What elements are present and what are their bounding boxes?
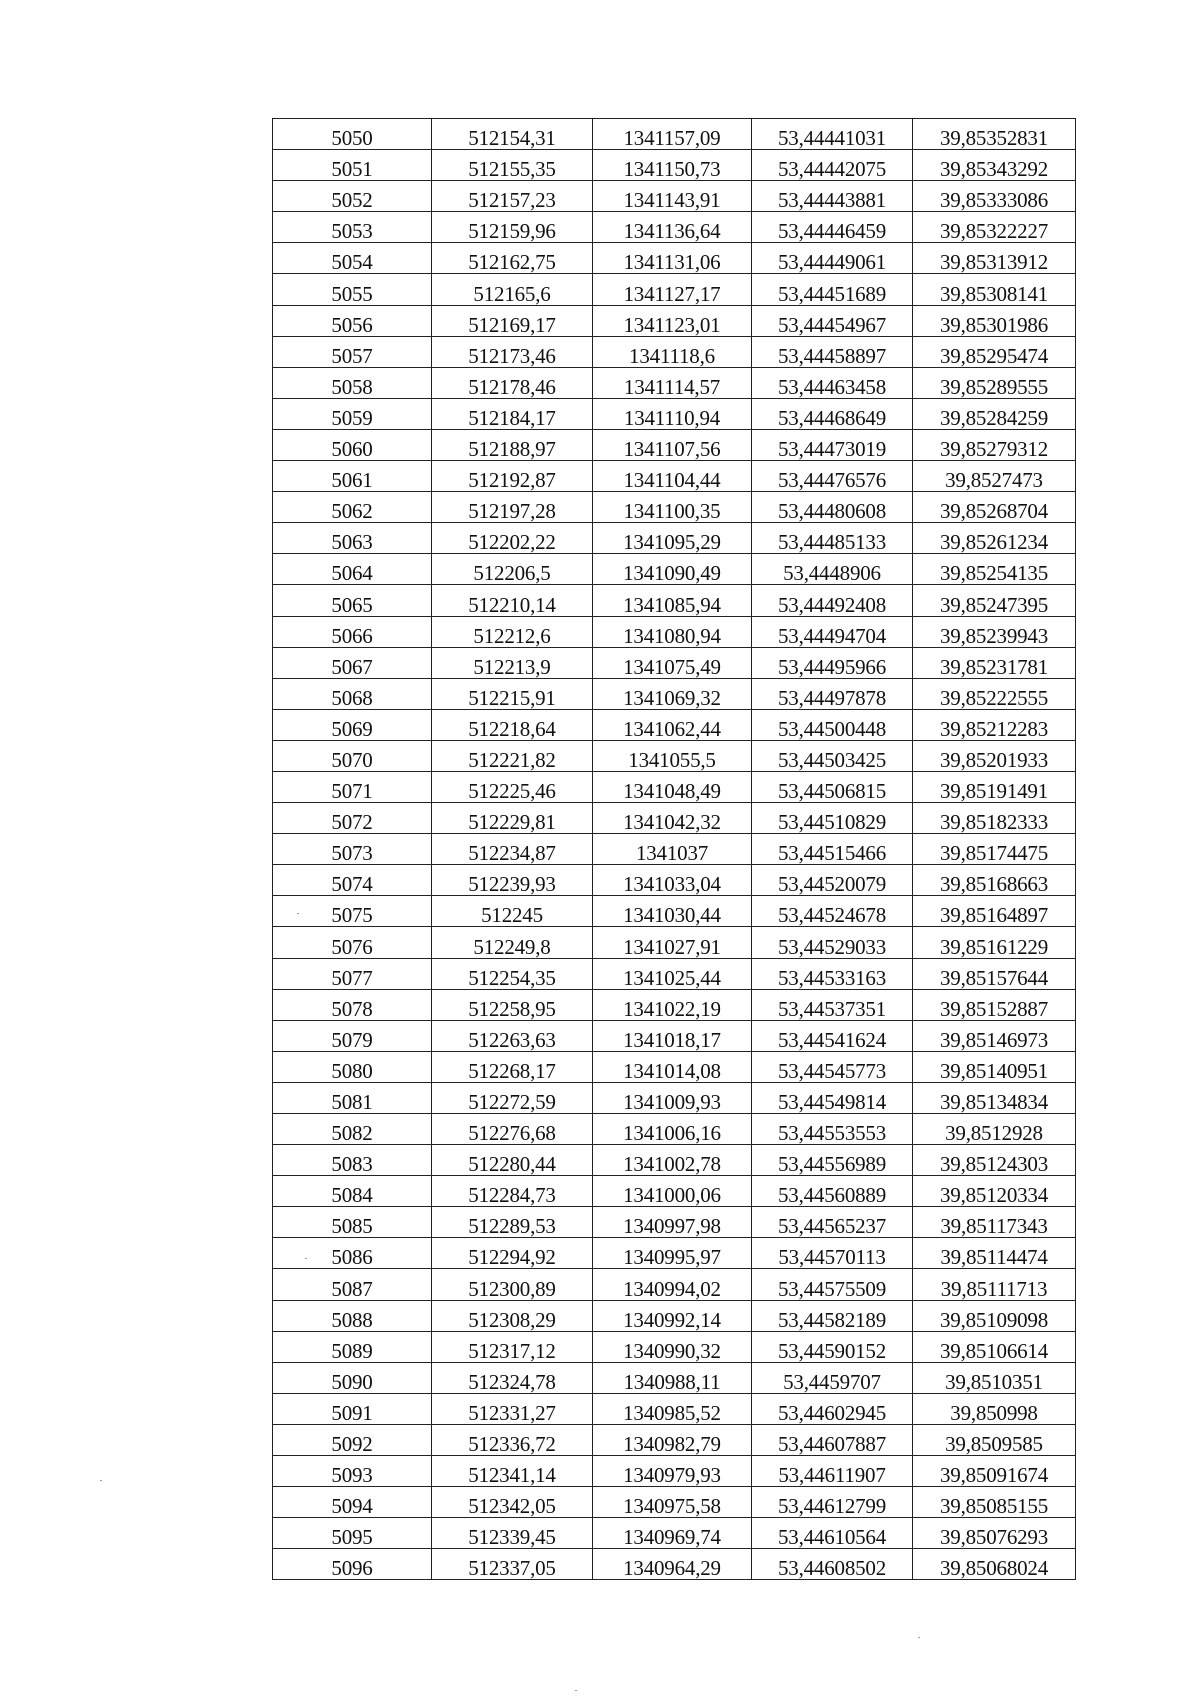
point-number-cell: 5073 — [273, 834, 432, 865]
point-number-cell: 5064 — [273, 554, 432, 585]
coordinate-cell: 512289,53 — [432, 1207, 593, 1238]
coordinate-cell: 39,85124303 — [913, 1145, 1076, 1176]
coordinate-cell: 1340985,52 — [593, 1393, 752, 1424]
coordinate-cell: 512341,14 — [432, 1456, 593, 1487]
point-number-cell: 5067 — [273, 647, 432, 678]
coordinate-cell: 53,44510829 — [752, 803, 913, 834]
coordinate-cell: 512234,87 — [432, 834, 593, 865]
coordinate-cell: 53,44524678 — [752, 896, 913, 927]
point-number-cell: 5089 — [273, 1331, 432, 1362]
coordinate-cell: 1341095,29 — [593, 523, 752, 554]
coordinate-cell: 1341136,64 — [593, 212, 752, 243]
coordinate-cell: 1341110,94 — [593, 398, 752, 429]
coordinate-cell: 39,85114474 — [913, 1238, 1076, 1269]
coordinate-cell: 39,85164897 — [913, 896, 1076, 927]
coordinates-table-body — [273, 119, 1076, 1580]
coordinate-cell: 53,44582189 — [752, 1300, 913, 1331]
coordinate-cell: 1341104,44 — [593, 461, 752, 492]
coordinate-cell: 1340975,58 — [593, 1487, 752, 1518]
table-row — [273, 1114, 1076, 1145]
coordinate-cell: 1341006,16 — [593, 1114, 752, 1145]
coordinate-cell: 53,44515466 — [752, 834, 913, 865]
point-number-cell: 5085 — [273, 1207, 432, 1238]
table-row — [273, 1549, 1076, 1580]
scan-speck — [100, 1480, 102, 1481]
coordinate-cell: 53,44565237 — [752, 1207, 913, 1238]
coordinate-cell: 512206,5 — [432, 554, 593, 585]
coordinate-cell: 1341062,44 — [593, 709, 752, 740]
table-row — [273, 1424, 1076, 1455]
coordinate-cell: 39,85279312 — [913, 429, 1076, 460]
coordinate-cell: 512218,64 — [432, 709, 593, 740]
table-row — [273, 367, 1076, 398]
coordinate-cell: 39,85068024 — [913, 1549, 1076, 1580]
table-row — [273, 305, 1076, 336]
table-row — [273, 274, 1076, 305]
coordinate-cell: 39,85254135 — [913, 554, 1076, 585]
coordinate-cell: 53,44602945 — [752, 1393, 913, 1424]
coordinate-cell: 1340979,93 — [593, 1456, 752, 1487]
coordinate-cell: 1341080,94 — [593, 616, 752, 647]
coordinate-cell: 512331,27 — [432, 1393, 593, 1424]
point-number-cell: 5091 — [273, 1393, 432, 1424]
coordinate-cell: 1341107,56 — [593, 429, 752, 460]
coordinate-cell: 512192,87 — [432, 461, 593, 492]
coordinate-cell: 512157,23 — [432, 181, 593, 212]
coordinate-cell: 512300,89 — [432, 1269, 593, 1300]
coordinate-cell: 1341018,17 — [593, 1020, 752, 1051]
coordinate-cell: 1341069,32 — [593, 678, 752, 709]
coordinate-cell: 1341090,49 — [593, 554, 752, 585]
coordinate-cell: 512284,73 — [432, 1176, 593, 1207]
coordinate-cell: 39,85222555 — [913, 678, 1076, 709]
coordinate-cell: 512324,78 — [432, 1362, 593, 1393]
coordinate-cell: 53,44451689 — [752, 274, 913, 305]
coordinate-cell: 512197,28 — [432, 492, 593, 523]
table-row — [273, 1207, 1076, 1238]
coordinate-cell: 1341025,44 — [593, 958, 752, 989]
coordinate-cell: 53,44553553 — [752, 1114, 913, 1145]
coordinate-cell: 53,44494704 — [752, 616, 913, 647]
coordinate-cell: 39,85157644 — [913, 958, 1076, 989]
coordinate-cell: 512268,17 — [432, 1051, 593, 1082]
coordinate-cell: 1341085,94 — [593, 585, 752, 616]
coordinate-cell: 1341000,06 — [593, 1176, 752, 1207]
coordinate-cell: 512215,91 — [432, 678, 593, 709]
coordinate-cell: 1341127,17 — [593, 274, 752, 305]
coordinate-cell: 512173,46 — [432, 336, 593, 367]
table-row — [273, 647, 1076, 678]
point-number-cell: 5066 — [273, 616, 432, 647]
coordinate-cell: 53,44506815 — [752, 771, 913, 802]
coordinate-cell: 512280,44 — [432, 1145, 593, 1176]
coordinate-cell: 53,4459707 — [752, 1362, 913, 1393]
coordinate-cell: 53,44520079 — [752, 865, 913, 896]
coordinate-cell: 39,85152887 — [913, 989, 1076, 1020]
coordinate-cell: 39,85212283 — [913, 709, 1076, 740]
point-number-cell: 5062 — [273, 492, 432, 523]
coordinate-cell: 512245 — [432, 896, 593, 927]
coordinate-cell: 1340969,74 — [593, 1518, 752, 1549]
table-row — [273, 989, 1076, 1020]
coordinate-cell: 1340964,29 — [593, 1549, 752, 1580]
coordinate-cell: 53,44537351 — [752, 989, 913, 1020]
point-number-cell: 5070 — [273, 740, 432, 771]
point-number-cell: 5076 — [273, 927, 432, 958]
table-row — [273, 1362, 1076, 1393]
point-number-cell: 5068 — [273, 678, 432, 709]
coordinate-cell: 39,85268704 — [913, 492, 1076, 523]
coordinate-cell: 1341100,35 — [593, 492, 752, 523]
table-row — [273, 1393, 1076, 1424]
coordinate-cell: 1341143,91 — [593, 181, 752, 212]
coordinate-cell: 1341027,91 — [593, 927, 752, 958]
point-number-cell: 5083 — [273, 1145, 432, 1176]
coordinate-cell: 39,85313912 — [913, 243, 1076, 274]
coordinate-cell: 512342,05 — [432, 1487, 593, 1518]
coordinate-cell: 512159,96 — [432, 212, 593, 243]
coordinate-cell: 39,85146973 — [913, 1020, 1076, 1051]
point-number-cell: 5063 — [273, 523, 432, 554]
point-number-cell: 5057 — [273, 336, 432, 367]
coordinate-cell: 53,44529033 — [752, 927, 913, 958]
coordinate-cell: 53,44533163 — [752, 958, 913, 989]
table-row — [273, 709, 1076, 740]
coordinate-cell: 512210,14 — [432, 585, 593, 616]
table-row — [273, 803, 1076, 834]
coordinate-cell: 39,85352831 — [913, 119, 1076, 150]
coordinate-cell: 53,44608502 — [752, 1549, 913, 1580]
coordinate-cell: 53,4448906 — [752, 554, 913, 585]
coordinate-cell: 53,44468649 — [752, 398, 913, 429]
coordinate-cell: 1341150,73 — [593, 150, 752, 181]
table-row — [273, 181, 1076, 212]
coordinate-cell: 1341042,32 — [593, 803, 752, 834]
coordinate-cell: 512308,29 — [432, 1300, 593, 1331]
coordinate-cell: 512169,17 — [432, 305, 593, 336]
coordinate-cell: 512276,68 — [432, 1114, 593, 1145]
table-row — [273, 740, 1076, 771]
coordinate-cell: 512178,46 — [432, 367, 593, 398]
coordinate-cell: 1341014,08 — [593, 1051, 752, 1082]
coordinate-cell: 39,850998 — [913, 1393, 1076, 1424]
coordinate-cell: 512336,72 — [432, 1424, 593, 1455]
coordinate-cell: 39,85301986 — [913, 305, 1076, 336]
point-number-cell: 5065 — [273, 585, 432, 616]
coordinate-cell: 512229,81 — [432, 803, 593, 834]
point-number-cell: 5087 — [273, 1269, 432, 1300]
coordinate-cell: 1341002,78 — [593, 1145, 752, 1176]
table-row — [273, 958, 1076, 989]
coordinate-cell: 1341030,44 — [593, 896, 752, 927]
coordinate-cell: 53,44473019 — [752, 429, 913, 460]
point-number-cell: 5056 — [273, 305, 432, 336]
table-row — [273, 896, 1076, 927]
point-number-cell: 5078 — [273, 989, 432, 1020]
point-number-cell: 5081 — [273, 1082, 432, 1113]
point-number-cell: 5058 — [273, 367, 432, 398]
coordinate-cell: 39,85247395 — [913, 585, 1076, 616]
coordinate-cell: 39,85191491 — [913, 771, 1076, 802]
table-row — [273, 1238, 1076, 1269]
point-number-cell: 5080 — [273, 1051, 432, 1082]
coordinate-cell: 53,44549814 — [752, 1082, 913, 1113]
coordinate-cell: 1341075,49 — [593, 647, 752, 678]
coordinate-cell: 512317,12 — [432, 1331, 593, 1362]
coordinate-cell: 512154,31 — [432, 119, 593, 150]
coordinate-cell: 39,85076293 — [913, 1518, 1076, 1549]
coordinate-cell: 1341123,01 — [593, 305, 752, 336]
table-row — [273, 834, 1076, 865]
coordinate-cell: 39,85201933 — [913, 740, 1076, 771]
coordinate-cell: 1341048,49 — [593, 771, 752, 802]
table-row — [273, 1300, 1076, 1331]
coordinate-cell: 39,85261234 — [913, 523, 1076, 554]
table-row — [273, 1487, 1076, 1518]
coordinate-cell: 1340997,98 — [593, 1207, 752, 1238]
coordinate-cell: 39,85174475 — [913, 834, 1076, 865]
table-row — [273, 927, 1076, 958]
coordinate-cell: 512263,63 — [432, 1020, 593, 1051]
table-row — [273, 119, 1076, 150]
table-row — [273, 461, 1076, 492]
coordinate-cell: 39,85140951 — [913, 1051, 1076, 1082]
coordinate-cell: 1341033,04 — [593, 865, 752, 896]
coordinate-cell: 39,85295474 — [913, 336, 1076, 367]
coordinate-cell: 512249,8 — [432, 927, 593, 958]
coordinate-cell: 512221,82 — [432, 740, 593, 771]
coordinate-cell: 39,85117343 — [913, 1207, 1076, 1238]
coordinate-cell: 53,44570113 — [752, 1238, 913, 1269]
table-row — [273, 585, 1076, 616]
coordinate-cell: 53,44485133 — [752, 523, 913, 554]
point-number-cell: 5059 — [273, 398, 432, 429]
table-row — [273, 1051, 1076, 1082]
coordinate-cell: 512213,9 — [432, 647, 593, 678]
coordinate-cell: 39,85231781 — [913, 647, 1076, 678]
coordinate-cell: 39,85168663 — [913, 865, 1076, 896]
coordinate-cell: 53,44541624 — [752, 1020, 913, 1051]
point-number-cell: 5088 — [273, 1300, 432, 1331]
point-number-cell: 5090 — [273, 1362, 432, 1393]
coordinate-cell: 39,85120334 — [913, 1176, 1076, 1207]
table-row — [273, 616, 1076, 647]
table-row — [273, 398, 1076, 429]
coordinate-cell: 53,44575509 — [752, 1269, 913, 1300]
coordinates-table — [272, 118, 1076, 1580]
point-number-cell: 5060 — [273, 429, 432, 460]
point-number-cell: 5061 — [273, 461, 432, 492]
table-row — [273, 243, 1076, 274]
coordinate-cell: 53,44480608 — [752, 492, 913, 523]
table-row — [273, 1269, 1076, 1300]
coordinate-cell: 512258,95 — [432, 989, 593, 1020]
coordinate-cell: 512202,22 — [432, 523, 593, 554]
coordinate-cell: 53,44441031 — [752, 119, 913, 150]
table-row — [273, 523, 1076, 554]
coordinate-cell: 1341055,5 — [593, 740, 752, 771]
coordinate-cell: 512212,6 — [432, 616, 593, 647]
coordinate-cell: 53,44463458 — [752, 367, 913, 398]
coordinate-cell: 1341131,06 — [593, 243, 752, 274]
coordinate-cell: 39,8512928 — [913, 1114, 1076, 1145]
scan-speck — [305, 1258, 307, 1259]
coordinate-cell: 512165,6 — [432, 274, 593, 305]
coordinate-cell: 512162,75 — [432, 243, 593, 274]
scan-speck — [918, 1637, 920, 1638]
point-number-cell: 5093 — [273, 1456, 432, 1487]
coordinate-cell: 39,85085155 — [913, 1487, 1076, 1518]
coordinate-cell: 53,44442075 — [752, 150, 913, 181]
coordinate-cell: 53,44446459 — [752, 212, 913, 243]
coordinate-cell: 53,44449061 — [752, 243, 913, 274]
coordinate-cell: 53,44611907 — [752, 1456, 913, 1487]
coordinate-cell: 39,85182333 — [913, 803, 1076, 834]
coordinate-cell: 1341037 — [593, 834, 752, 865]
coordinate-cell: 512339,45 — [432, 1518, 593, 1549]
coordinate-cell: 53,44590152 — [752, 1331, 913, 1362]
coordinate-cell: 53,44495966 — [752, 647, 913, 678]
table-row — [273, 1518, 1076, 1549]
coordinate-cell: 512294,92 — [432, 1238, 593, 1269]
coordinate-cell: 512337,05 — [432, 1549, 593, 1580]
coordinate-cell: 1341118,6 — [593, 336, 752, 367]
point-number-cell: 5053 — [273, 212, 432, 243]
coordinate-cell: 39,85333086 — [913, 181, 1076, 212]
coordinate-cell: 53,44556989 — [752, 1145, 913, 1176]
point-number-cell: 5086 — [273, 1238, 432, 1269]
scan-speck — [575, 1690, 577, 1691]
coordinate-cell: 1341022,19 — [593, 989, 752, 1020]
coordinate-cell: 1340982,79 — [593, 1424, 752, 1455]
coordinate-cell: 39,85109098 — [913, 1300, 1076, 1331]
coordinate-cell: 53,44560889 — [752, 1176, 913, 1207]
coordinate-cell: 53,44458897 — [752, 336, 913, 367]
coordinate-cell: 53,44500448 — [752, 709, 913, 740]
table-row — [273, 336, 1076, 367]
point-number-cell: 5069 — [273, 709, 432, 740]
point-number-cell: 5072 — [273, 803, 432, 834]
point-number-cell: 5082 — [273, 1114, 432, 1145]
coordinate-cell: 1341114,57 — [593, 367, 752, 398]
coordinate-cell: 53,44503425 — [752, 740, 913, 771]
point-number-cell: 5095 — [273, 1518, 432, 1549]
coordinate-cell: 39,8510351 — [913, 1362, 1076, 1393]
point-number-cell: 5074 — [273, 865, 432, 896]
point-number-cell: 5096 — [273, 1549, 432, 1580]
coordinate-cell: 39,85106614 — [913, 1331, 1076, 1362]
coordinate-cell: 1340994,02 — [593, 1269, 752, 1300]
coordinate-cell: 1340995,97 — [593, 1238, 752, 1269]
point-number-cell: 5050 — [273, 119, 432, 150]
table-row — [273, 492, 1076, 523]
coordinate-cell: 39,8527473 — [913, 461, 1076, 492]
point-number-cell: 5077 — [273, 958, 432, 989]
coordinate-cell: 39,8509585 — [913, 1424, 1076, 1455]
coordinate-cell: 512272,59 — [432, 1082, 593, 1113]
table-row — [273, 1145, 1076, 1176]
coordinate-cell: 1340990,32 — [593, 1331, 752, 1362]
scan-speck — [297, 913, 299, 914]
point-number-cell: 5054 — [273, 243, 432, 274]
coordinate-cell: 53,44476576 — [752, 461, 913, 492]
coordinate-cell: 512254,35 — [432, 958, 593, 989]
coordinate-cell: 53,44497878 — [752, 678, 913, 709]
coordinate-cell: 1340988,11 — [593, 1362, 752, 1393]
table-row — [273, 150, 1076, 181]
coordinate-cell: 39,85091674 — [913, 1456, 1076, 1487]
coordinate-cell: 39,85343292 — [913, 150, 1076, 181]
table-row — [273, 1331, 1076, 1362]
table-row — [273, 771, 1076, 802]
point-number-cell: 5092 — [273, 1424, 432, 1455]
table-row — [273, 429, 1076, 460]
coordinate-cell: 39,85239943 — [913, 616, 1076, 647]
coordinate-cell: 512155,35 — [432, 150, 593, 181]
point-number-cell: 5094 — [273, 1487, 432, 1518]
coordinate-cell: 1341009,93 — [593, 1082, 752, 1113]
coordinate-cell: 39,85322227 — [913, 212, 1076, 243]
coordinate-cell: 39,85284259 — [913, 398, 1076, 429]
coordinate-cell: 512239,93 — [432, 865, 593, 896]
coordinate-cell: 53,44492408 — [752, 585, 913, 616]
coordinate-cell: 39,85134834 — [913, 1082, 1076, 1113]
coordinate-cell: 512188,97 — [432, 429, 593, 460]
table-row — [273, 554, 1076, 585]
coordinate-cell: 512184,17 — [432, 398, 593, 429]
coordinate-cell: 53,44607887 — [752, 1424, 913, 1455]
point-number-cell: 5051 — [273, 150, 432, 181]
coordinate-cell: 1340992,14 — [593, 1300, 752, 1331]
coordinate-cell: 39,85161229 — [913, 927, 1076, 958]
coordinate-cell: 39,85308141 — [913, 274, 1076, 305]
coordinate-cell: 1341157,09 — [593, 119, 752, 150]
table-row — [273, 1082, 1076, 1113]
coordinate-cell: 512225,46 — [432, 771, 593, 802]
table-row — [273, 678, 1076, 709]
point-number-cell: 5055 — [273, 274, 432, 305]
point-number-cell: 5079 — [273, 1020, 432, 1051]
table-row — [273, 212, 1076, 243]
point-number-cell: 5052 — [273, 181, 432, 212]
coordinate-cell: 39,85111713 — [913, 1269, 1076, 1300]
coordinate-cell: 53,44612799 — [752, 1487, 913, 1518]
table-row — [273, 865, 1076, 896]
coordinate-cell: 53,44443881 — [752, 181, 913, 212]
coordinate-cell: 39,85289555 — [913, 367, 1076, 398]
table-row — [273, 1176, 1076, 1207]
point-number-cell: 5084 — [273, 1176, 432, 1207]
coordinate-cell: 53,44610564 — [752, 1518, 913, 1549]
coordinate-cell: 53,44545773 — [752, 1051, 913, 1082]
table-row — [273, 1020, 1076, 1051]
point-number-cell: 5071 — [273, 771, 432, 802]
table-row — [273, 1456, 1076, 1487]
point-number-cell: 5075 — [273, 896, 432, 927]
coordinate-cell: 53,44454967 — [752, 305, 913, 336]
